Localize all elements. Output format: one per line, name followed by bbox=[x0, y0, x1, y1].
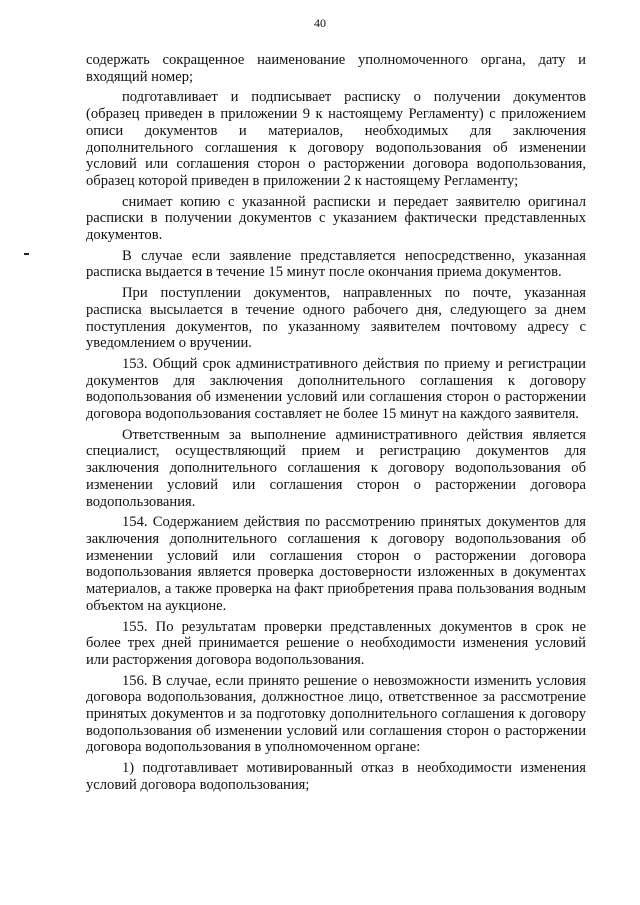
page-number: 40 bbox=[314, 16, 326, 30]
list-item-1: 1) подготавливает мотивированный отказ в необходимости изменения условий договора водопользования; bbox=[86, 760, 586, 793]
paragraph-155: 155. По результатам проверки представленных документов в срок не более трех дней принимается решение о необходимости изменения условий или расторжения договора водопользования. bbox=[86, 618, 586, 668]
paragraph: При поступлении документов, направленных по почте, указанная расписка высылается в течение одного рабочего дня, следующего за днем поступления документов, по указанному заявителем почтовому адресу с уведомлением о вручении. bbox=[86, 285, 586, 352]
paragraph-continued: содержать сокращенное наименование уполномоченного органа, дату и входящий номер; bbox=[86, 52, 586, 85]
paragraph-154: 154. Содержанием действия по рассмотрению принятых документов для заключения дополнительного соглашения к договору водопользования об изменении условий или соглашения сторон о расторжении договора водопользования является проверка достоверности изложенных в документах материалов, а также проверка на факт приобретения права пользования водным объектом на аукционе. bbox=[86, 514, 586, 614]
margin-mark bbox=[24, 253, 29, 255]
paragraph-156: 156. В случае, если принято решение о невозможности изменить условия договора водопользования, должностное лицо, ответственное за рассмотрение принятых документов и за подготовку дополнительного соглашения к договору водопользования об изменении условий или соглашения сторон о расторжении договора водопользования в уполномоченном органе: bbox=[86, 672, 586, 756]
paragraph: снимает копию с указанной расписки и передает заявителю оригинал расписки в получении документов с указанием фактически представленных документов. bbox=[86, 193, 586, 244]
document-body bbox=[86, 52, 586, 798]
paragraph: Ответственным за выполнение административного действия является специалист, осуществляющий прием и регистрацию документов для заключения дополнительного соглашения к договору водопользования об изменении условий или соглашения сторон о расторжении договора водопользования. bbox=[86, 426, 586, 510]
paragraph: В случае если заявление представляется непосредственно, указанная расписка выдается в течение 15 минут после окончания приема документов. bbox=[86, 247, 586, 281]
paragraph-153: 153. Общий срок административного действия по приему и регистрации документов для заключения дополнительного соглашения к договору водопользования об изменении условий или соглашения сторон о расторжении договора водопользования составляет не более 15 минут на каждого заявителя. bbox=[86, 355, 586, 423]
paragraph: подготавливает и подписывает расписку о получении документов (образец приведен в приложении 9 к настоящему Регламенту) с приложением описи документов и материалов, необходимых для заключения дополнительного соглашения к договору водопользования об изменении условий или соглашения сторон о расторжении договора водопользования, образец которой приведен в приложении 2 к настоящему Регламенту; bbox=[86, 89, 586, 189]
